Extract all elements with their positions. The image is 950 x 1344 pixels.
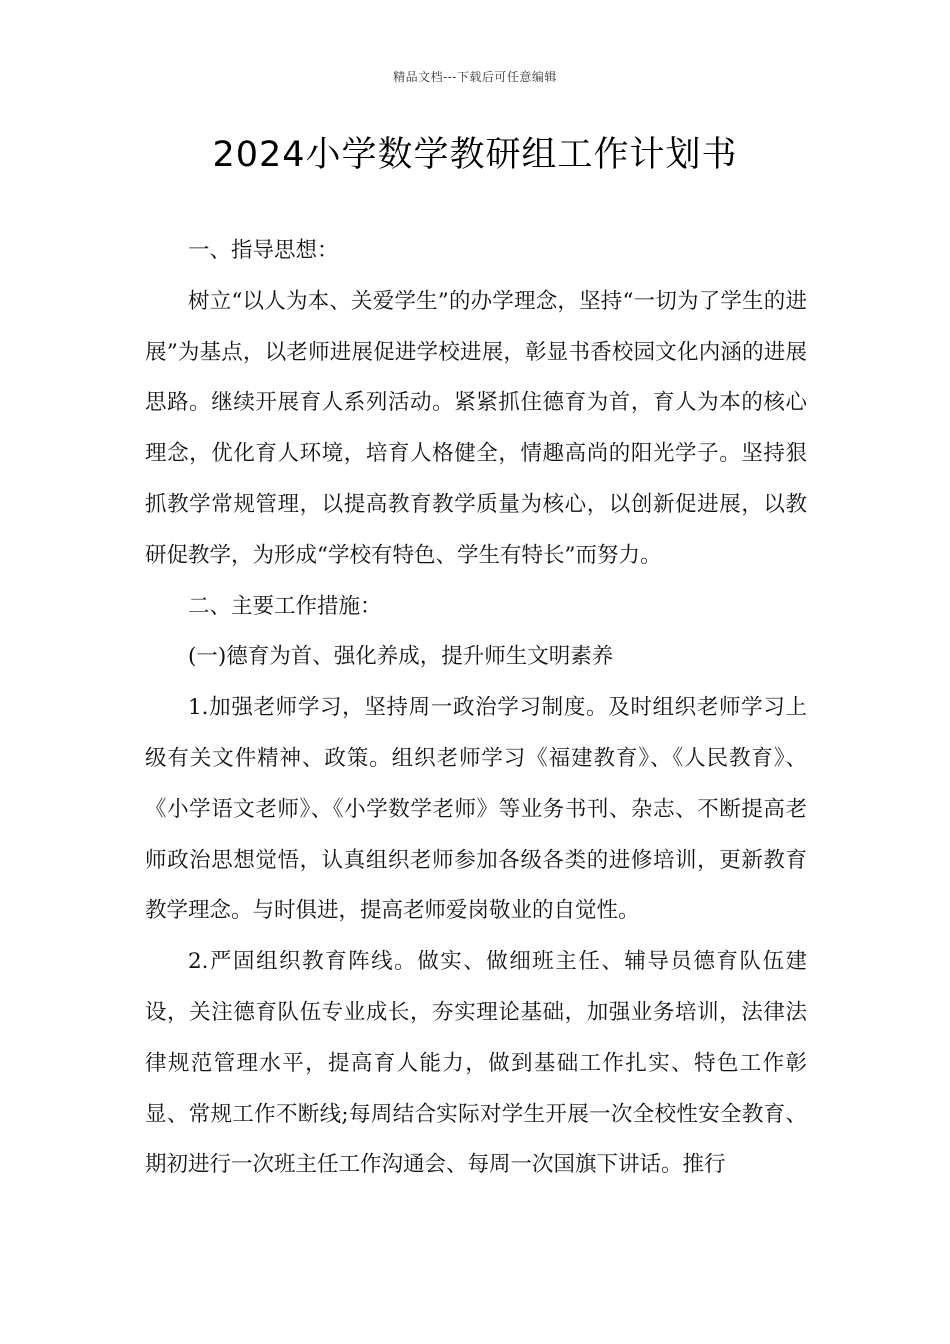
document-title: 2024小学数学教研组工作计划书: [212, 135, 738, 175]
document-body: [145, 226, 807, 1191]
paragraph-education-front: 2.严固组织教育阵线。做实、做细班主任、辅导员德育队伍建设，关注德育队伍专业成长，夯实理论基础，加强业务培训，法律法律规范管理水平，提高育人能力，做到基础工作扎实、特色工作彰显、常规工作不断线;每周结合实际对学生开展一次全校性安全教育、期初进行一次班主任工作沟通会、每周一次国旗下讲话。推行: [145, 949, 807, 1178]
section-heading-guiding-thought: 一、指导思想：: [188, 238, 339, 263]
subsection-heading-moral-education: (一)德育为首、强化养成，提升师生文明素养: [188, 644, 614, 670]
header-note: 精品文档---下载后可任意编辑: [393, 70, 557, 84]
section-heading-main-measures: 二、主要工作措施：: [188, 593, 382, 619]
paragraph-guiding-thought: 树立“以人为本、关爱学生”的办学理念，坚持“一切为了学生的进展”为基点，以老师进展促进学校进展，彰显书香校园文化内涵的进展思路。继续开展育人系列活动。紧紧抓住德育为首，育人为本的核心理念，优化育人环境，培育人格健全，情趣高尚的阳光学子。坚持狠抓教学常规管理，以提高教育教学质量为核心，以创新促进展，以教研促教学，为形成“学校有特色、学生有特长”而努力。: [145, 288, 807, 568]
paragraph-teacher-learning: 1.加强老师学习，坚持周一政治学习制度。及时组织老师学习上级有关文件精神、政策。组织老师学习《福建教育》、《人民教育》、《小学语文老师》、《小学数学老师》等业务书刊、杂志、不断提高老师政治思想觉悟，认真组织老师参加各级各类的进修培训，更新教育教学理念。与时俱进，提高老师爱岗敬业的自觉性。: [145, 695, 807, 924]
